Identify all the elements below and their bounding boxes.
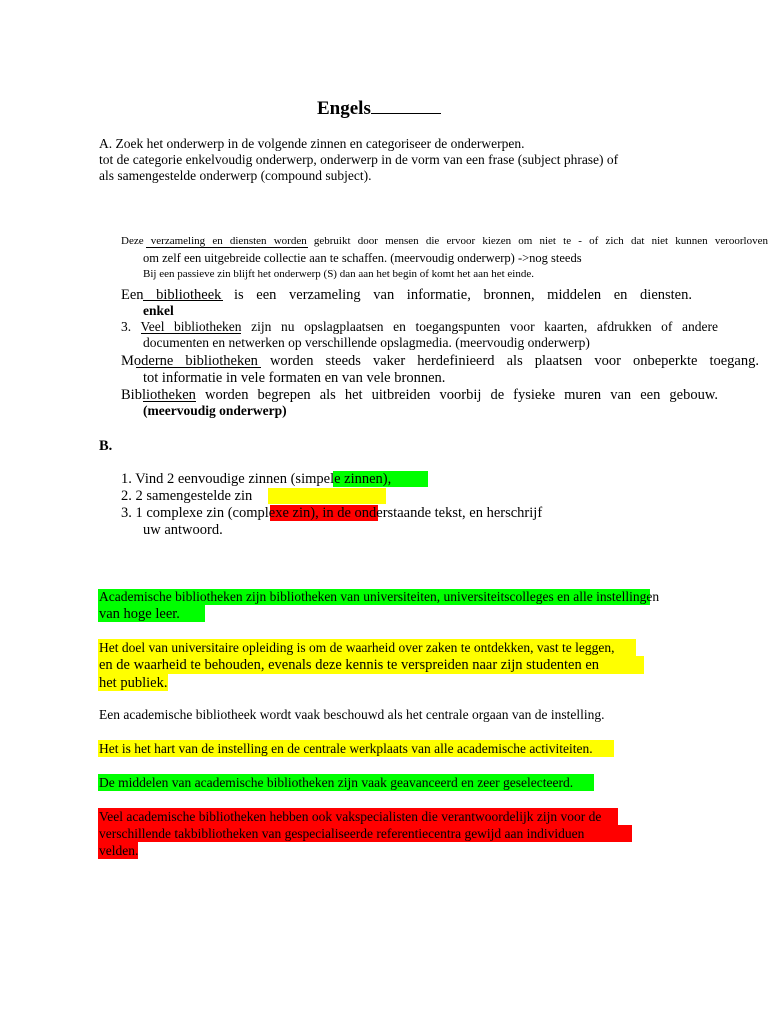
p6-line-2: verschillende takbibliotheken van gespecialiseerde referentiecentra gewijd aan individuen (99, 826, 585, 841)
item1-line-1: Deze verzameling en diensten worden gebruikt door mensen die ervoor kiezen om niet te - of zich dat niet kunnen veroorloven (121, 236, 768, 247)
p6-line-1: Veel academische bibliotheken hebben ook vakspecialisten die verantwoordelijk zijn voor de (99, 809, 602, 824)
p2-line-2: en de waarheid te behouden, evenals deze kennis te verspreiden naar zijn studenten en (99, 657, 600, 673)
item4-subject-underline-bar (136, 367, 261, 368)
item5-line-1: Bibliotheken worden begrepen als het uitbreiden voorbij de fysieke muren van een gebouw. (121, 388, 718, 403)
item2-answer: enkel (143, 303, 174, 318)
p6-line-3: velden. (99, 843, 139, 858)
p4-line-1: Het is het hart van de instelling en de centrale werkplaats van alle academische activiteiten. (99, 741, 593, 756)
section-b-heading: B. (99, 438, 113, 454)
item2-subject-underline-bar (143, 300, 223, 301)
item4-line-2: tot informatie in vele formaten en van vele bronnen. (143, 370, 446, 386)
instruction-line-1: A. Zoek het onderwerp in de volgende zinnen en categoriseer de onderwerpen. (99, 136, 525, 151)
list-item-2: 2. 2 samengestelde zin (121, 488, 253, 504)
p5-line-1: De middelen van academische bibliotheken zijn vaak geavanceerd en zeer geselecteerd. (99, 775, 574, 790)
instruction-line-3: als samengestelde onderwerp (compound subject). (99, 168, 372, 183)
item3-line-2: documenten en netwerken op verschillende opslagmedia. (meervoudig onderwerp) (143, 335, 590, 350)
item3-line-1: 3. Veel bibliotheken zijn nu opslagplaatsen en toegangspunten voor kaarten, afdrukken of andere (121, 320, 718, 334)
item4-line-1: Moderne bibliotheken worden steeds vaker herdefinieerd als plaatsen voor onbeperkte toegang. (121, 354, 759, 369)
item1-note: Bij een passieve zin blijft het onderwerp (S) dan aan het begin of komt het aan het einde. (143, 268, 534, 280)
p1-line-1: Academische bibliotheken zijn bibliotheken van universiteiten, universiteitscolleges en alle instellingen (99, 589, 660, 604)
page-title: Engels (317, 98, 441, 118)
list-item-3-cont: uw antwoord. (143, 522, 223, 538)
list2-yellow-highlight (268, 488, 386, 504)
p2-line-1: Het doel van universitaire opleiding is om de waarheid over zaken te ontdekken, vast te leggen, (99, 640, 615, 655)
item5-subject-underline-bar (143, 401, 196, 402)
item2-line-1: Een bibliotheek is een verzameling van informatie, bronnen, middelen en diensten. (121, 288, 692, 303)
item3-subject-underline-bar (141, 333, 241, 334)
list-item-1: 1. Vind 2 eenvoudige zinnen (simpele zinnen), (121, 471, 392, 487)
instruction-line-2: tot de categorie enkelvoudig onderwerp, onderwerp in de vorm van een frase (subject phrase) of (99, 152, 619, 167)
p1-line-2: van hoge leer. (99, 606, 180, 622)
item1-line-2: om zelf een uitgebreide collectie aan te schaffen. (meervoudig onderwerp) ->nog steeds (143, 251, 582, 265)
item5-answer: (meervoudig onderwerp) (143, 403, 287, 418)
title-underline (371, 98, 441, 114)
list-item-3: 3. 1 complexe zin (complexe zin), in de onderstaande tekst, en herschrijf (121, 505, 543, 521)
p3-line-1: Een academische bibliotheek wordt vaak beschouwd als het centrale orgaan van de instelling. (99, 707, 605, 722)
item1-subject-underline-bar (146, 247, 308, 248)
p2-line-3: het publiek. (99, 675, 168, 691)
